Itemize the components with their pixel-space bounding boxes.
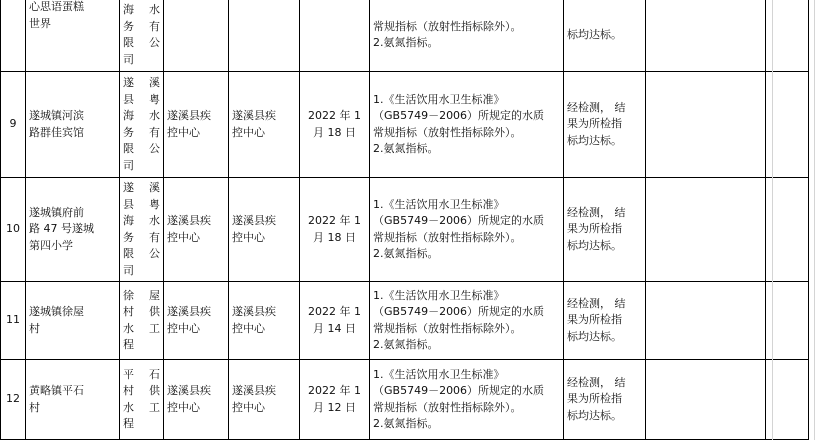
sampler-cell	[164, 72, 229, 178]
test-items-line: 2.氨氮指标。	[373, 247, 439, 260]
test-items-line: 常规指标（放射性指标除外）。	[373, 400, 522, 414]
supplier-line	[123, 125, 160, 142]
supplier-char: 粤	[149, 92, 160, 106]
result-line: 果为所检指	[567, 313, 622, 327]
site-line: 世界	[29, 16, 51, 30]
table-row	[1, 282, 809, 360]
test-items-line: 2.氨氮指标。	[373, 417, 439, 430]
sample-date-cell	[300, 178, 370, 282]
supplier-line	[123, 288, 160, 305]
supplier-char: 屋	[149, 288, 160, 302]
supplier-char: 程	[123, 417, 134, 430]
sample-date-line: 2022 年 1	[308, 384, 361, 397]
supplier-char: 水	[123, 321, 134, 335]
row-number-cell	[1, 0, 26, 72]
sample-date-line: 月 12 日	[313, 400, 356, 414]
supplier-line	[123, 197, 160, 214]
supplier-line	[123, 19, 160, 36]
site-line: 遂城镇府前	[29, 205, 84, 219]
supplier-line	[123, 75, 160, 92]
tester-line: 控中心	[232, 400, 265, 414]
site-cell	[26, 178, 120, 282]
supplier-char: 有	[149, 230, 160, 244]
supplier-char: 务	[123, 125, 134, 139]
sampler-line: 遂溪县疾	[167, 384, 211, 397]
site-cell	[26, 360, 120, 440]
test-items-cell	[370, 178, 564, 282]
tester-cell	[229, 178, 300, 282]
sample-date-cell	[300, 0, 370, 72]
supplier-line	[123, 108, 160, 125]
result-line: 经检测， 结	[567, 296, 626, 310]
supplier-char: 县	[123, 197, 134, 211]
result-cell	[564, 282, 646, 360]
supplier-char: 遂	[123, 76, 134, 89]
test-items-line: 常规指标（放射性指标除外）。	[373, 125, 522, 139]
supplier-char: 供	[149, 305, 160, 318]
empty-cell-a	[646, 282, 766, 360]
sampler-line: 遂溪县疾	[167, 305, 211, 318]
site-cell	[26, 0, 120, 72]
supplier-char: 海	[123, 3, 134, 16]
result-line: 标均达标。	[567, 329, 622, 343]
test-items-cell	[370, 360, 564, 440]
tester-cell	[229, 72, 300, 178]
sample-date-cell	[300, 72, 370, 178]
supplier-char: 有	[149, 19, 160, 33]
sample-date-line: 2022 年 1	[308, 305, 361, 318]
supplier-char: 务	[123, 19, 134, 33]
supplier-char: 徐	[123, 288, 134, 302]
supplier-char: 溪	[149, 181, 160, 194]
supplier-char: 供	[149, 384, 160, 397]
supplier-char: 工	[149, 321, 160, 335]
supplier-char: 水	[149, 214, 160, 227]
result-line: 标均达标。	[567, 238, 622, 252]
supplier-line	[123, 2, 160, 19]
supplier-char: 水	[123, 400, 134, 414]
sampler-line: 控中心	[167, 230, 200, 244]
row-number-cell: 9	[1, 72, 26, 178]
supplier-line	[123, 180, 160, 197]
supplier-char: 有	[149, 125, 160, 139]
test-items-line: 1.《生活饮用水卫生标准》	[373, 92, 505, 106]
empty-cell-a	[646, 72, 766, 178]
test-items-cell	[370, 72, 564, 178]
sample-date-cell	[300, 360, 370, 440]
tester-line: 遂溪县疾	[232, 305, 276, 318]
tester-line: 控中心	[232, 321, 265, 335]
result-line: 经检测， 结	[567, 375, 626, 389]
supplier-char: 公	[149, 142, 160, 155]
test-items-line: 1.《生活饮用水卫生标准》	[373, 367, 505, 381]
supplier-char: 司	[123, 263, 134, 277]
sampler-cell	[164, 282, 229, 360]
supplier-line	[123, 213, 160, 230]
supplier-line	[123, 141, 160, 158]
table-body	[1, 0, 809, 440]
supplier-line	[123, 321, 160, 338]
row-number-cell: 11	[1, 282, 26, 360]
test-items-cell	[370, 282, 564, 360]
test-items-line: （GB5749－2006）所规定的水质	[373, 214, 545, 227]
table-row	[1, 360, 809, 440]
supplier-cell	[120, 178, 164, 282]
supplier-line	[123, 367, 160, 384]
result-line: 标均达标。	[567, 133, 622, 147]
supplier-line	[123, 400, 160, 417]
supplier-char: 平	[123, 367, 134, 381]
sampler-cell	[164, 360, 229, 440]
sampler-cell	[164, 178, 229, 282]
supplier-char: 海	[123, 214, 134, 227]
tester-line: 控中心	[232, 230, 265, 244]
supplier-line	[123, 52, 160, 69]
test-items-line: 常规指标（放射性指标除外）。	[373, 230, 522, 244]
tester-cell	[229, 0, 300, 72]
supplier-char: 溪	[149, 76, 160, 89]
supplier-char: 县	[123, 92, 134, 106]
test-items-line: 1.《生活饮用水卫生标准》	[373, 197, 505, 211]
supplier-char: 水	[149, 3, 160, 16]
result-line: 经检测， 结	[567, 100, 626, 114]
site-cell	[26, 282, 120, 360]
result-cell	[564, 178, 646, 282]
supplier-char: 粤	[149, 197, 160, 211]
supplier-char: 石	[149, 367, 160, 381]
sample-date-line: 月 18 日	[313, 230, 356, 244]
row-number-cell: 12	[1, 360, 26, 440]
supplier-char: 遂	[123, 181, 134, 194]
test-items-line: 2.氨氮指标。	[373, 338, 439, 351]
supplier-char: 村	[123, 384, 134, 397]
supplier-cell	[120, 360, 164, 440]
supplier-char: 程	[123, 338, 134, 351]
empty-cell-a	[646, 0, 766, 72]
test-items-cell	[370, 0, 564, 72]
table-row	[1, 178, 809, 282]
site-cell	[26, 72, 120, 178]
result-line: 果为所检指	[567, 392, 622, 406]
sampler-line: 控中心	[167, 400, 200, 414]
test-items-line: （GB5749－2006）所规定的水质	[373, 109, 545, 122]
site-line: 遂城镇河滨	[29, 109, 84, 122]
supplier-line	[123, 416, 160, 433]
test-items-line: 常规指标（放射性指标除外）。	[373, 19, 522, 33]
sampler-line: 控中心	[167, 125, 200, 139]
supplier-char: 海	[123, 109, 134, 122]
test-items-line: 2.氨氮指标。	[373, 142, 439, 155]
test-items-line: 2.氨氮指标。	[373, 36, 439, 49]
supplier-cell	[120, 72, 164, 178]
supplier-line	[123, 383, 160, 400]
result-line: 标均达标。	[567, 27, 622, 41]
supplier-char: 公	[149, 36, 160, 49]
tester-line: 遂溪县疾	[232, 214, 276, 227]
table-row	[1, 0, 809, 72]
site-line: 村	[29, 400, 40, 414]
supplier-char: 水	[149, 109, 160, 122]
sampler-line: 遂溪县疾	[167, 214, 211, 227]
sample-date-line: 月 14 日	[313, 321, 356, 335]
supplier-char: 限	[123, 247, 134, 260]
site-line: 心思语蛋糕	[29, 0, 84, 13]
sampler-line: 控中心	[167, 321, 200, 335]
supplier-line	[123, 337, 160, 354]
test-items-line: （GB5749－2006）所规定的水质	[373, 384, 545, 397]
result-line: 果为所检指	[567, 222, 622, 236]
sample-date-line: 月 18 日	[313, 125, 356, 139]
supplier-char: 务	[123, 230, 134, 244]
supplier-line	[123, 304, 160, 321]
site-line: 遂城镇徐屋	[29, 305, 84, 318]
result-line: 经检测， 结	[567, 205, 626, 219]
supplier-char: 限	[123, 142, 134, 155]
supplier-cell	[120, 282, 164, 360]
site-line: 黄略镇平石	[29, 384, 84, 397]
site-line: 第四小学	[29, 238, 73, 252]
sample-date-line: 2022 年 1	[308, 214, 361, 227]
empty-cell-a	[646, 178, 766, 282]
supplier-char: 司	[123, 158, 134, 172]
tester-line: 控中心	[232, 125, 265, 139]
sample-date-cell	[300, 282, 370, 360]
test-items-line: 常规指标（放射性指标除外）。	[373, 321, 522, 335]
supplier-line	[123, 92, 160, 109]
sampler-cell	[164, 0, 229, 72]
supplier-char: 限	[123, 36, 134, 49]
supplier-cell	[120, 0, 164, 72]
supplier-line	[123, 246, 160, 263]
tester-cell	[229, 282, 300, 360]
result-line: 果为所检指	[567, 117, 622, 131]
result-cell	[564, 360, 646, 440]
test-items-line: （GB5749－2006）所规定的水质	[373, 305, 545, 318]
site-line: 路群佳宾馆	[29, 125, 84, 139]
sampler-line: 遂溪县疾	[167, 109, 211, 122]
tester-line: 遂溪县疾	[232, 109, 276, 122]
supplier-char: 村	[123, 305, 134, 318]
sample-date-line: 2022 年 1	[308, 109, 361, 122]
tester-cell	[229, 360, 300, 440]
supplier-line	[123, 158, 160, 175]
supplier-char: 司	[123, 52, 134, 66]
site-line: 村	[29, 321, 40, 335]
table-row	[1, 72, 809, 178]
supplier-line	[123, 263, 160, 280]
site-line: 路 47 号遂城	[29, 222, 94, 236]
test-items-line: 1.《生活饮用水卫生标准》	[373, 288, 505, 302]
result-line: 标均达标。	[567, 408, 622, 422]
result-cell	[564, 0, 646, 72]
row-number-cell: 10	[1, 178, 26, 282]
result-cell	[564, 72, 646, 178]
tester-line: 遂溪县疾	[232, 384, 276, 397]
supplier-line	[123, 230, 160, 247]
sheet-gridline	[772, 0, 773, 440]
supplier-char: 工	[149, 400, 160, 414]
supplier-char: 公	[149, 247, 160, 260]
empty-cell-a	[646, 360, 766, 440]
supplier-line	[123, 35, 160, 52]
